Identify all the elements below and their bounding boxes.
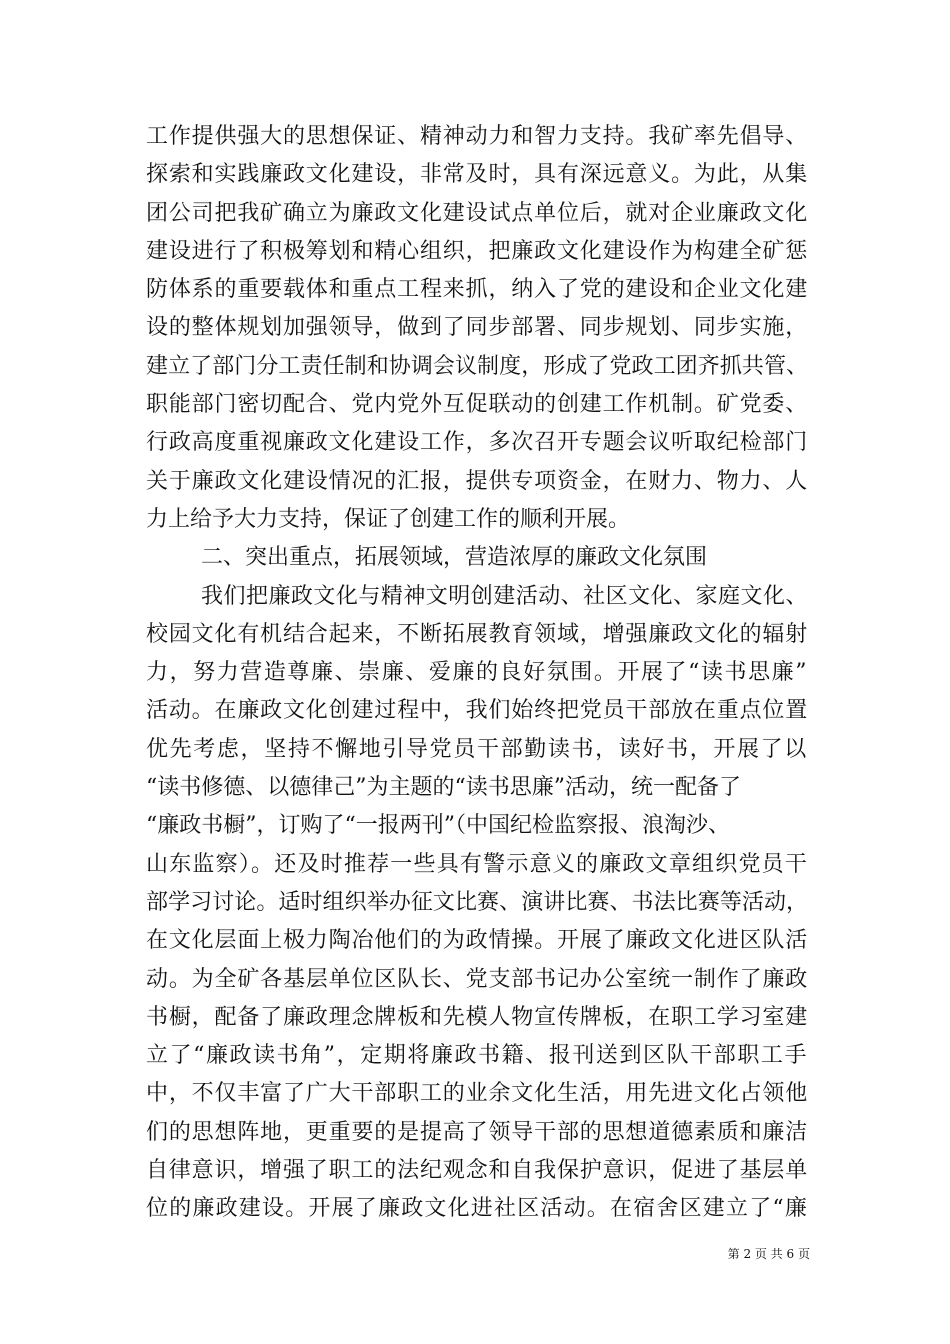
text-line: 建立了部门分工责任制和协调会议制度，形成了党政工团齐抓共管、 bbox=[146, 353, 809, 379]
text-line: 位的廉政建设。开展了廉政文化进社区活动。在宿舍区建立了“廉 bbox=[146, 1196, 809, 1222]
text-line: 山东监察）。还及时推荐一些具有警示意义的廉政文章组织党员干 bbox=[146, 851, 809, 877]
text-line: “读书修德、以德律己”为主题的“读书思廉”活动，统一配备了 bbox=[146, 775, 741, 801]
text-line: 团公司把我矿确立为廉政文化建设试点单位后，就对企业廉政文化 bbox=[146, 200, 809, 226]
text-line: 关于廉政文化建设情况的汇报，提供专项资金，在财力、物力、人 bbox=[146, 468, 809, 494]
text-line: 探索和实践廉政文化建设，非常及时，具有深远意义。为此，从集 bbox=[146, 162, 809, 188]
text-line: 建设进行了积极筹划和精心组织，把廉政文化建设作为构建全矿惩 bbox=[146, 238, 809, 264]
text-line: 活动。在廉政文化创建过程中，我们始终把党员干部放在重点位置 bbox=[146, 698, 809, 724]
text-line: 职能部门密切配合、党内党外互促联动的创建工作机制。矿党委、 bbox=[146, 392, 809, 418]
text-line: 中，不仅丰富了广大干部职工的业余文化生活，用先进文化占领他 bbox=[146, 1081, 809, 1107]
text-line: 力上给予大力支持，保证了创建工作的顺利开展。 bbox=[146, 506, 631, 532]
text-line: 在文化层面上极力陶冶他们的为政情操。开展了廉政文化进区队活 bbox=[146, 928, 809, 954]
text-line: 工作提供强大的思想保证、精神动力和智力支持。我矿率先倡导、 bbox=[146, 124, 809, 149]
text-line: 我们把廉政文化与精神文明创建活动、社区文化、家庭文化、 bbox=[201, 583, 808, 609]
text-line: “廉政书橱”，订购了“一报两刊”（中国纪检监察报、浪淘沙、 bbox=[146, 813, 730, 839]
text-line: 设的整体规划加强领导，做到了同步部署、同步规划、同步实施， bbox=[146, 315, 809, 341]
text-line: 力，努力营造尊廉、崇廉、爱廉的良好氛围。开展了“读书思廉” bbox=[146, 660, 809, 686]
text-line: 校园文化有机结合起来，不断拓展教育领域，增强廉政文化的辐射 bbox=[146, 621, 809, 647]
text-line: 防体系的重要载体和重点工程来抓，纳入了党的建设和企业文化建 bbox=[146, 277, 809, 303]
text-line: 行政高度重视廉政文化建设工作，多次召开专题会议听取纪检部门 bbox=[146, 430, 809, 456]
page-number: 第 2 页 共 6 页 bbox=[727, 1247, 810, 1261]
text-line: 二、突出重点，拓展领域，营造浓厚的廉政文化氛围 bbox=[201, 545, 708, 571]
body-text bbox=[146, 118, 808, 1229]
text-line: 立了“廉政读书角”，定期将廉政书籍、报刊送到区队干部职工手 bbox=[146, 1043, 809, 1069]
text-line: 自律意识，增强了职工的法纪观念和自我保护意识，促进了基层单 bbox=[146, 1158, 809, 1184]
text-line: 书橱，配备了廉政理念牌板和先模人物宣传牌板，在职工学习室建 bbox=[146, 1004, 809, 1030]
text-line: 们的思想阵地，更重要的是提高了领导干部的思想道德素质和廉洁 bbox=[146, 1119, 809, 1145]
text-line: 优先考虑，坚持不懈地引导党员干部勤读书，读好书，开展了以 bbox=[146, 736, 808, 762]
text-line: 部学习讨论。适时组织举办征文比赛、演讲比赛、书法比赛等活动， bbox=[146, 889, 809, 915]
text-line: 动。为全矿各基层单位区队长、党支部书记办公室统一制作了廉政 bbox=[146, 966, 809, 992]
